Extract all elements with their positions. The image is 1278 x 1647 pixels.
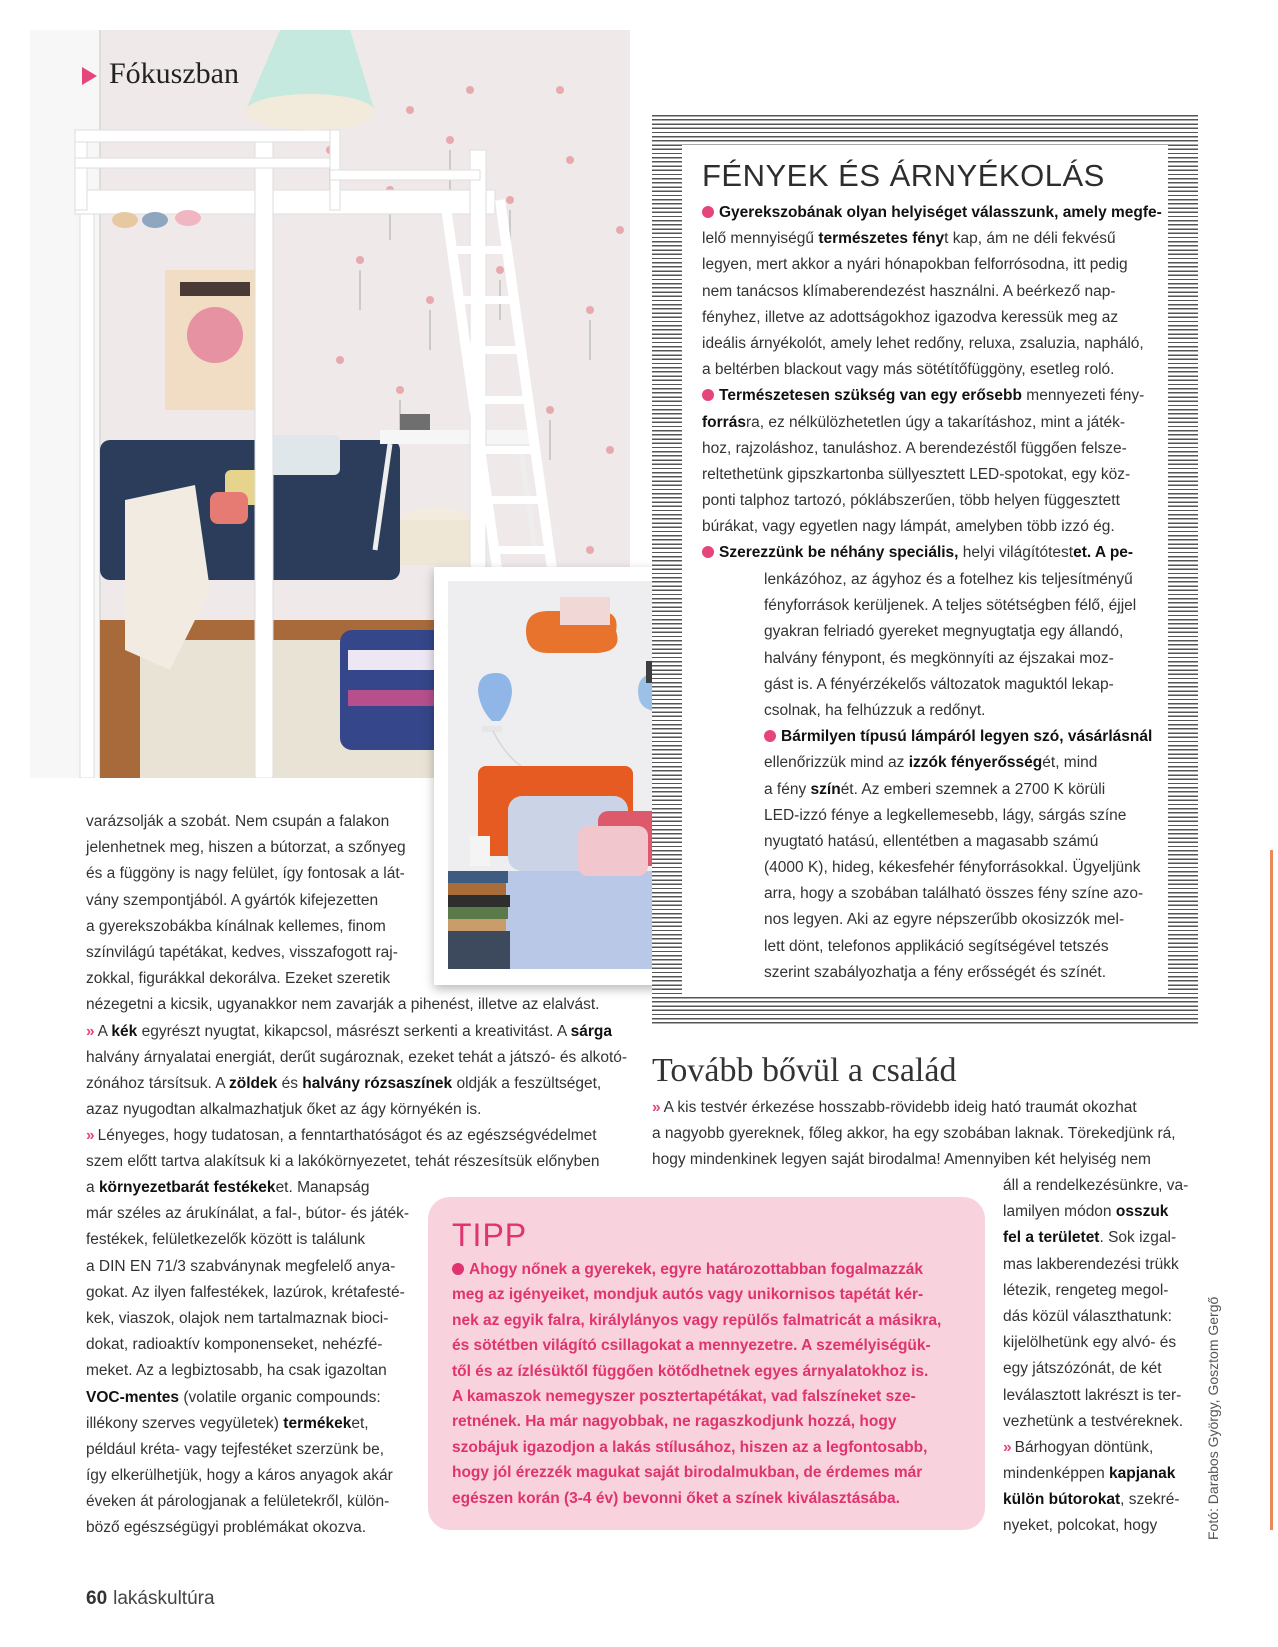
double-chevron-icon: » bbox=[86, 1022, 92, 1040]
emphasis: osszuk bbox=[1115, 1203, 1169, 1221]
text-run: mindenképpen bbox=[1003, 1465, 1109, 1483]
emphasis: fel a területet bbox=[1003, 1229, 1100, 1247]
text-run: lelő mennyiségű bbox=[702, 230, 819, 248]
emphasis: termékek bbox=[283, 1414, 352, 1432]
emphasis: kék bbox=[111, 1022, 138, 1040]
text-run: nos legyen. Aki az egyre népszerűbb okosizzók mel- bbox=[764, 911, 1125, 929]
emphasis: izzók fényerősség bbox=[908, 754, 1043, 772]
text-run: t kap, ám ne déli fekvésű bbox=[944, 230, 1116, 248]
page-footer bbox=[86, 1588, 215, 1610]
double-chevron-icon: » bbox=[86, 1127, 92, 1145]
text-run: nézegetni a kicsik, ugyanakkor nem zavarják a pihenést, illetve az elalvást. bbox=[86, 996, 600, 1014]
text-run: böző egészségügyi problémákat okozva. bbox=[86, 1519, 367, 1537]
tipp-line bbox=[452, 1359, 972, 1384]
text-line bbox=[86, 1045, 636, 1071]
text-line bbox=[702, 305, 1146, 331]
text-line bbox=[764, 646, 1146, 672]
text-line bbox=[1003, 1513, 1203, 1539]
tipp-text: retnének. Ha már nagyobbak, ne ragaszkodjunk hozzá, hogy bbox=[452, 1413, 897, 1431]
edge-bar bbox=[1270, 850, 1273, 1530]
triangle-icon bbox=[82, 67, 97, 85]
text-run: . Sok izgal- bbox=[1099, 1229, 1177, 1247]
text-line bbox=[86, 1019, 636, 1045]
text-run: halvány fénypont, és megkönnyíti az éjszakai moz- bbox=[764, 649, 1114, 667]
text-line bbox=[702, 226, 1146, 252]
text-line bbox=[86, 992, 636, 1018]
text-run: illékony szerves vegyületek) bbox=[86, 1414, 284, 1432]
text-run: éveken át párologjanak a felületekről, külön- bbox=[86, 1493, 390, 1511]
text-line bbox=[764, 672, 1146, 698]
text-run: búrákat, vagy egyetlen nagy lámpát, amelyben több izzó ég. bbox=[702, 518, 1115, 536]
text-run: nyeket, polcokat, hogy bbox=[1003, 1517, 1158, 1535]
text-run: A kis testvér érkezése hosszabb-rövidebb ideig ható traumát okozhat bbox=[663, 1099, 1137, 1116]
text-line bbox=[764, 698, 1146, 724]
fenyek-title: FÉNYEK ÉS ÁRNYÉKOLÁS bbox=[702, 158, 1105, 193]
text-run: azaz nyugodtan alkalmazhatjuk őket az ágy környékén is. bbox=[86, 1101, 482, 1119]
text-run: hoz, rajzoláshoz, tanuláshoz. A berendezéstől függően felsze- bbox=[702, 439, 1127, 457]
text-line bbox=[1003, 1173, 1203, 1199]
emphasis: kapjanak bbox=[1109, 1465, 1176, 1483]
text-line: és a függöny is nagy felület, így fontosak a lát- bbox=[86, 865, 405, 883]
text-run: szem előtt tartva alakítsuk ki a lakókörnyezetet, tehát részesítsük előnyben bbox=[86, 1153, 600, 1171]
text-run: A bbox=[97, 1022, 112, 1040]
text-line: vány szempontjából. A gyártók kifejezetten bbox=[86, 891, 379, 909]
text-run: ellenőrizzük mind az bbox=[764, 754, 909, 772]
text-line bbox=[86, 1071, 636, 1097]
bullet-icon bbox=[702, 206, 714, 218]
text-line bbox=[86, 1411, 416, 1437]
tipp-title: TIPP bbox=[452, 1217, 528, 1253]
tipp-text: meg az igényeiket, mondjuk autós vagy unikornisos tapétát kér- bbox=[452, 1286, 924, 1304]
emphasis: külön bútorokat bbox=[1003, 1491, 1121, 1509]
bullet-icon bbox=[702, 546, 714, 558]
emphasis: Természetesen szükség van egy erősebb bbox=[719, 387, 1027, 405]
text-line bbox=[764, 619, 1146, 645]
emphasis: halvány rózsaszínek bbox=[302, 1074, 453, 1092]
tipp-text: nek az egyik falra, királylányos vagy repülős falmatricát a másikra, bbox=[452, 1311, 942, 1329]
bullet-icon bbox=[702, 389, 714, 401]
text-run: egyrészt nyugtat, kikapcsol, másrészt serkenti a kreativitást. A bbox=[137, 1022, 571, 1040]
text-run: oldják a feszültséget, bbox=[452, 1074, 602, 1092]
text-run: a nagyobb gyereknek, főleg akkor, ha egy szobában laknak. Törekedjünk rá, bbox=[652, 1125, 1176, 1143]
bullet-icon bbox=[764, 730, 776, 742]
text-run: gást is. A fényérzékelős változatok maguktól lekap- bbox=[764, 675, 1114, 693]
text-line bbox=[1003, 1409, 1203, 1435]
text-run: gyakran felriadó gyereket megnyugtatja egy állandó, bbox=[764, 623, 1124, 641]
text-line bbox=[1003, 1304, 1203, 1330]
text-line bbox=[86, 1385, 416, 1411]
fenyek-body-narrow bbox=[764, 567, 1153, 986]
text-line bbox=[1003, 1278, 1203, 1304]
text-run: (volatile organic compounds: bbox=[179, 1388, 381, 1406]
emphasis: VOC-mentes bbox=[86, 1388, 180, 1406]
text-run: már széles az árukínálat, a fal-, bútor- és játék- bbox=[86, 1205, 410, 1223]
text-run: et, bbox=[351, 1414, 369, 1432]
text-line bbox=[652, 1121, 1197, 1147]
text-run: a beltérben blackout vagy más sötétítőfüggöny, esetleg roló. bbox=[702, 361, 1115, 379]
text-line bbox=[764, 934, 1146, 960]
text-line bbox=[764, 593, 1146, 619]
tipp-line bbox=[452, 1486, 972, 1511]
emphasis: Bármilyen típusú lámpáról legyen szó, vásárlásnál bbox=[781, 728, 1153, 746]
text-run: LED-izzó fénye a legkellemesebb, lágy, sárgás színe bbox=[764, 806, 1127, 824]
text-line bbox=[702, 488, 1146, 514]
text-line bbox=[764, 855, 1146, 881]
text-line bbox=[702, 462, 1146, 488]
text-line bbox=[1003, 1356, 1203, 1382]
tipp-line bbox=[452, 1333, 972, 1358]
tipp-text: től és az ízlésüktől függően kötődhetnek egyes árnyalatokhoz is. bbox=[452, 1362, 929, 1380]
photo-credit: Fotó: Darabos György, Gosztom Gergő bbox=[1205, 1296, 1221, 1540]
text-run: Bárhogyan döntünk, bbox=[1014, 1438, 1154, 1456]
text-line bbox=[702, 279, 1146, 305]
text-line bbox=[702, 357, 1146, 383]
tipp-line bbox=[452, 1409, 972, 1434]
text-run: festékek, felületkezelők között is találunk bbox=[86, 1231, 366, 1249]
text-line bbox=[764, 567, 1146, 593]
text-run: mas lakberendezési trükk bbox=[1003, 1255, 1179, 1273]
text-line bbox=[764, 803, 1146, 829]
text-run: egy játszózónát, de két bbox=[1003, 1360, 1162, 1378]
tipp-text: Ahogy nőnek a gyerekek, egyre határozottabban fogalmazzák bbox=[469, 1261, 923, 1278]
emphasis: környezetbarát festékek bbox=[98, 1179, 276, 1196]
text-run: a fény bbox=[764, 780, 811, 798]
text-line bbox=[702, 410, 1146, 436]
text-run: ét, mind bbox=[1042, 754, 1098, 772]
text-run: , szekré- bbox=[1120, 1491, 1180, 1509]
text-run: lenkázóhoz, az ágyhoz és a fotelhez kis teljesítményű bbox=[764, 571, 1133, 588]
text-run: lett dönt, telefonos applikáció segítségével tetszés bbox=[764, 937, 1109, 955]
text-line bbox=[86, 1123, 636, 1149]
emphasis: Szerezzünk be néhány speciális, bbox=[719, 544, 963, 562]
tipp-line bbox=[452, 1435, 972, 1460]
emphasis: et. A pe- bbox=[1073, 544, 1134, 562]
text-run: meket. Az a legbiztosabb, ha csak igazoltan bbox=[86, 1362, 387, 1380]
text-run: halvány árnyalatai energiát, derűt sugároznak, ezeket tehát a játszó- és alkotó- bbox=[86, 1048, 628, 1066]
emphasis: Gyerekszobának olyan helyiséget válasszunk, amely megfe- bbox=[719, 204, 1162, 221]
fenyek-body-wide bbox=[702, 200, 1162, 567]
text-run: kek, viaszok, olajok nem tartalmaznak bioci- bbox=[86, 1309, 389, 1327]
tipp-line bbox=[452, 1384, 972, 1409]
text-run: hogy mindenkinek legyen saját birodalma! Amennyiben két helyiség nem bbox=[652, 1151, 1151, 1169]
text-line bbox=[1003, 1461, 1203, 1487]
text-line bbox=[86, 1437, 416, 1463]
section-kicker bbox=[82, 57, 239, 91]
text-run: kijelölhetünk egy alvó- és bbox=[1003, 1334, 1177, 1352]
bullet-icon bbox=[452, 1263, 464, 1275]
emphasis: szín bbox=[810, 780, 841, 798]
text-line bbox=[86, 1097, 636, 1123]
tipp-line bbox=[452, 1257, 972, 1282]
text-line bbox=[86, 1149, 636, 1175]
text-line bbox=[702, 540, 1146, 566]
text-run: arra, hogy a szobában található összes fény színe azo- bbox=[764, 885, 1144, 903]
text-line bbox=[702, 252, 1146, 278]
text-run: fényforrások kerüljenek. A teljes sötétségben félő, éjjel bbox=[764, 597, 1137, 615]
text-run: helyi világítótest bbox=[962, 544, 1074, 562]
text-run: dokat, radioaktív komponenseket, nehézfé- bbox=[86, 1336, 383, 1354]
text-run: fényhez, illetve az adottságokhoz igazodva keressük meg az bbox=[702, 308, 1119, 326]
text-line bbox=[652, 1095, 1197, 1121]
text-run: vezhetünk a testvéreknek. bbox=[1003, 1412, 1184, 1430]
emphasis: természetes fény bbox=[818, 230, 945, 248]
text-run: csolnak, ha felhúzzuk a redőnyt. bbox=[764, 701, 986, 719]
text-line: a gyerekszobákba kínálnak kellemes, finom bbox=[86, 917, 386, 935]
text-run: (4000 K), hideg, kékesfehér fényforrásokkal. Ügyeljünk bbox=[764, 859, 1141, 877]
text-line bbox=[764, 960, 1146, 986]
text-line bbox=[86, 1227, 416, 1253]
tipp-line bbox=[452, 1282, 972, 1307]
text-line bbox=[702, 383, 1146, 409]
tovabb-body-narrow bbox=[1003, 1173, 1203, 1540]
text-run: a bbox=[86, 1179, 99, 1196]
text-run: ét. Az emberi szemnek a 2700 K körüli bbox=[840, 780, 1106, 798]
text-run: leválasztott lakrészt is ter- bbox=[1003, 1386, 1182, 1404]
text-line bbox=[1003, 1199, 1203, 1225]
text-line bbox=[1003, 1330, 1203, 1356]
text-run: és bbox=[277, 1074, 303, 1092]
text-line bbox=[86, 1489, 416, 1515]
text-run: reltethetünk gipszkartonba süllyesztett LED-spotokat, egy köz- bbox=[702, 465, 1131, 483]
text-line bbox=[764, 881, 1146, 907]
tipp-body bbox=[452, 1257, 972, 1511]
text-run: mennyezeti fény- bbox=[1026, 387, 1145, 405]
text-line bbox=[702, 331, 1146, 357]
text-line: varázsolják a szobát. Nem csupán a falakon bbox=[86, 813, 390, 830]
text-line bbox=[86, 1306, 416, 1332]
emphasis: sárga bbox=[570, 1022, 612, 1040]
text-run: zónához társítsuk. A bbox=[86, 1074, 230, 1092]
text-run: ra, ez nélkülözhetetlen úgy a takarításhoz, mint a játék- bbox=[745, 413, 1126, 431]
text-line bbox=[764, 777, 1146, 803]
double-chevron-icon: » bbox=[652, 1099, 658, 1116]
text-line bbox=[1003, 1383, 1203, 1409]
text-line bbox=[764, 750, 1146, 776]
text-line bbox=[764, 907, 1146, 933]
text-line bbox=[702, 436, 1146, 462]
text-line bbox=[702, 514, 1146, 540]
text-run: lamilyen módon bbox=[1003, 1203, 1116, 1221]
tipp-line bbox=[452, 1308, 972, 1333]
text-line bbox=[86, 1332, 416, 1358]
text-run: így elkerülhetjük, hogy a káros anyagok akár bbox=[86, 1467, 393, 1485]
text-run: például kréta- vagy tejfestéket szerzünk be, bbox=[86, 1440, 385, 1458]
left-column bbox=[86, 809, 636, 1176]
text-line bbox=[86, 1515, 416, 1541]
text-run: Lényeges, hogy tudatosan, a fenntarthatóságot és az egészségvédelmet bbox=[97, 1127, 597, 1145]
left-column-narrow bbox=[86, 1175, 416, 1542]
text-line bbox=[764, 829, 1146, 855]
tipp-text: szobájuk igazodjon a lakás stílusához, hiszen az a legfontosabb, bbox=[452, 1438, 928, 1456]
text-line bbox=[702, 200, 1162, 226]
text-run: áll a rendelkezésünkre, va- bbox=[1003, 1177, 1189, 1194]
text-line: jelenhetnek meg, hiszen a bútorzat, a szőnyeg bbox=[86, 839, 406, 857]
text-line bbox=[86, 1358, 416, 1384]
text-run: dás közül választhatunk: bbox=[1003, 1307, 1172, 1325]
double-chevron-icon: » bbox=[1003, 1438, 1009, 1456]
text-run: ponti talphoz tartozó, póklábszerűen, több helyen függesztett bbox=[702, 492, 1120, 510]
text-run: legyen, mert akkor a nyári hónapokban felforrósodna, itt pedig bbox=[702, 256, 1128, 274]
text-line bbox=[86, 1463, 416, 1489]
text-run: a DIN EN 71/3 szabványnak megfelelő anya- bbox=[86, 1257, 396, 1275]
text-line bbox=[652, 1147, 1197, 1173]
tovabb-title: Tovább bővül a család bbox=[652, 1052, 957, 1089]
text-line bbox=[1003, 1487, 1203, 1513]
text-run: nem tanácsos klímaberendezést használni. A beérkező nap- bbox=[702, 282, 1116, 300]
text-run: et. Manapság bbox=[275, 1179, 370, 1196]
text-run: ideális árnyékolót, amely lehet redőny, reluxa, zsaluzia, napháló, bbox=[702, 334, 1144, 352]
page-number: 60 bbox=[86, 1588, 108, 1609]
tipp-text: hogy jól érezzék magukat saját birodalmukban, de érdemes már bbox=[452, 1464, 923, 1482]
text-line: zokkal, figurákkal dekorálva. Ezeket szeretik bbox=[86, 970, 391, 988]
tipp-text: A kamaszok nemegyszer posztertapétákat, vad falszíneket sze- bbox=[452, 1388, 916, 1406]
magazine-name: lakáskultúra bbox=[113, 1588, 215, 1609]
text-line bbox=[764, 724, 1153, 750]
text-line bbox=[1003, 1252, 1203, 1278]
tipp-text: és sötétben világító csillagokat a mennyezetre. A személyiségük- bbox=[452, 1337, 931, 1355]
emphasis: zöldek bbox=[229, 1074, 278, 1092]
tovabb-body-wide bbox=[652, 1095, 1197, 1174]
tipp-text: egészen korán (3-4 év) bevonni őket a színek kiválasztásába. bbox=[452, 1489, 900, 1507]
emphasis: forrás bbox=[702, 413, 746, 431]
text-run: szerint szabályozhatja a fény erősségét és színét. bbox=[764, 963, 1107, 981]
text-line bbox=[86, 1254, 416, 1280]
text-line bbox=[86, 1201, 416, 1227]
text-line bbox=[1003, 1225, 1203, 1251]
text-line bbox=[86, 1280, 416, 1306]
text-line bbox=[1003, 1435, 1203, 1461]
text-line bbox=[86, 1175, 416, 1201]
text-run: gokat. Az ilyen falfestékek, lazúrok, krétafesté- bbox=[86, 1283, 405, 1301]
tipp-line bbox=[452, 1460, 972, 1485]
text-run: nyugtató hatású, ellentétben a magasabb számú bbox=[764, 832, 1099, 850]
text-run: létezik, rengeteg megol- bbox=[1003, 1281, 1169, 1299]
kicker-label: Fókuszban bbox=[109, 57, 239, 90]
text-line: színvilágú tapétákat, kedves, visszafogott raj- bbox=[86, 943, 398, 961]
